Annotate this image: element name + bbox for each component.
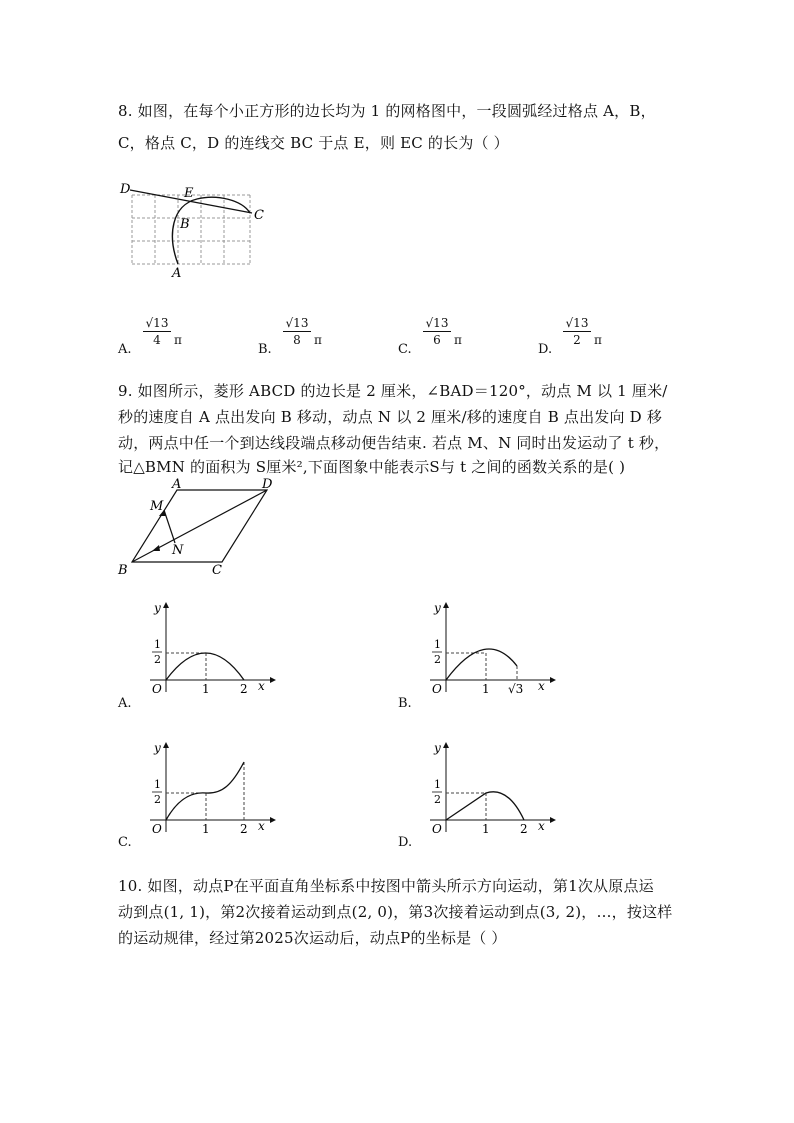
graph-d-origin: O xyxy=(432,822,442,835)
q8-label-c: C xyxy=(254,208,264,223)
graph-c-tick-2: 2 xyxy=(240,822,248,835)
graph-d-tick-1: 1 xyxy=(482,822,490,835)
q9-label-c: C xyxy=(212,563,222,578)
graph-d-ylabel: y xyxy=(434,741,441,755)
q10-text-line-2: 动到点(1, 1)，第2次接着运动到点(2, 0)，第3次接着运动到点(3, 2)，…，按这样 xyxy=(118,903,673,921)
graph-b-tick-1: 1 xyxy=(482,682,490,695)
graph-c-half-den: 2 xyxy=(154,793,161,806)
q9-text-line-1: 9. 如图所示，菱形 ABCD 的边长是 2 厘米，∠BAD＝120°，动点 M 以 1 厘米/ xyxy=(118,382,668,400)
graph-a-xlabel: x xyxy=(258,679,265,693)
graph-a-ylabel: y xyxy=(154,601,161,615)
q8-label-d: D xyxy=(120,182,131,197)
graph-a-tick-2: 2 xyxy=(240,682,248,695)
graph-d-xlabel: x xyxy=(538,819,545,833)
graph-b-origin: O xyxy=(432,682,442,695)
q9-graph-b[interactable] xyxy=(420,600,560,695)
graph-b-half-num: 1 xyxy=(434,638,441,651)
graph-b-half-den: 2 xyxy=(434,653,441,666)
graph-c-xlabel: x xyxy=(258,819,265,833)
q9-graph-a[interactable] xyxy=(140,600,280,695)
q9-rhombus-figure xyxy=(112,476,282,580)
graph-d-half-den: 2 xyxy=(434,793,441,806)
q8-label-b: B xyxy=(180,217,190,232)
q9-label-d: D xyxy=(262,477,273,492)
q8-label-a: A xyxy=(172,266,182,281)
graph-c-half-num: 1 xyxy=(154,778,161,791)
q9-label-m: M xyxy=(150,499,164,514)
q8-label-e: E xyxy=(184,186,194,201)
graph-b-letter: B. xyxy=(398,696,412,711)
graph-a-tick-1: 1 xyxy=(202,682,210,695)
graph-b-tick-2: √3 xyxy=(508,682,524,695)
q9-text-line-4: 记△BMN 的面积为 S厘米²,下面图象中能表示S与 t 之间的函数关系的是( ) xyxy=(118,458,626,476)
q9-graph-c[interactable] xyxy=(140,740,280,835)
q9-text-line-2: 秒的速度自 A 点出发向 B 移动，动点 N 以 2 厘米/移的速度自 B 点出发向 D 移 xyxy=(118,408,663,426)
q9-label-b: B xyxy=(118,563,128,578)
graph-d-letter: D. xyxy=(398,835,413,850)
graph-a-half-den: 2 xyxy=(154,653,161,666)
q9-label-a: A xyxy=(172,477,182,492)
q8-figure xyxy=(112,175,282,285)
graph-a-origin: O xyxy=(152,682,162,695)
graph-b-xlabel: x xyxy=(538,679,545,693)
graph-c-letter: C. xyxy=(118,835,132,850)
graph-c-origin: O xyxy=(152,822,162,835)
graph-a-half-num: 1 xyxy=(154,638,161,651)
q10-text-line-3: 的运动规律，经过第2025次运动后，动点P的坐标是（ ） xyxy=(118,929,507,947)
graph-d-half-num: 1 xyxy=(434,778,441,791)
graph-a-letter: A. xyxy=(118,696,132,711)
graph-d-tick-2: 2 xyxy=(520,822,528,835)
q10-text-line-1: 10. 如图，动点P在平面直角坐标系中按图中箭头所示方向运动，第1次从原点运 xyxy=(118,877,654,895)
q9-graph-d[interactable] xyxy=(420,740,560,835)
q9-label-n: N xyxy=(172,543,184,558)
graph-c-tick-1: 1 xyxy=(202,822,210,835)
graph-c-ylabel: y xyxy=(154,741,161,755)
graph-b-ylabel: y xyxy=(434,601,441,615)
q8-text-line-2: C，格点 C，D 的连线交 BC 于点 E，则 EC 的长为（ ） xyxy=(118,134,509,152)
q9-text-line-3: 动，两点中任一个到达线段端点移动便告结束. 若点 M、N 同时出发运动了 t 秒， xyxy=(118,434,670,452)
q8-text-line-1: 8. 如图，在每个小正方形的边长均为 1 的网格图中，一段圆弧经过格点 A，B， xyxy=(118,102,656,120)
